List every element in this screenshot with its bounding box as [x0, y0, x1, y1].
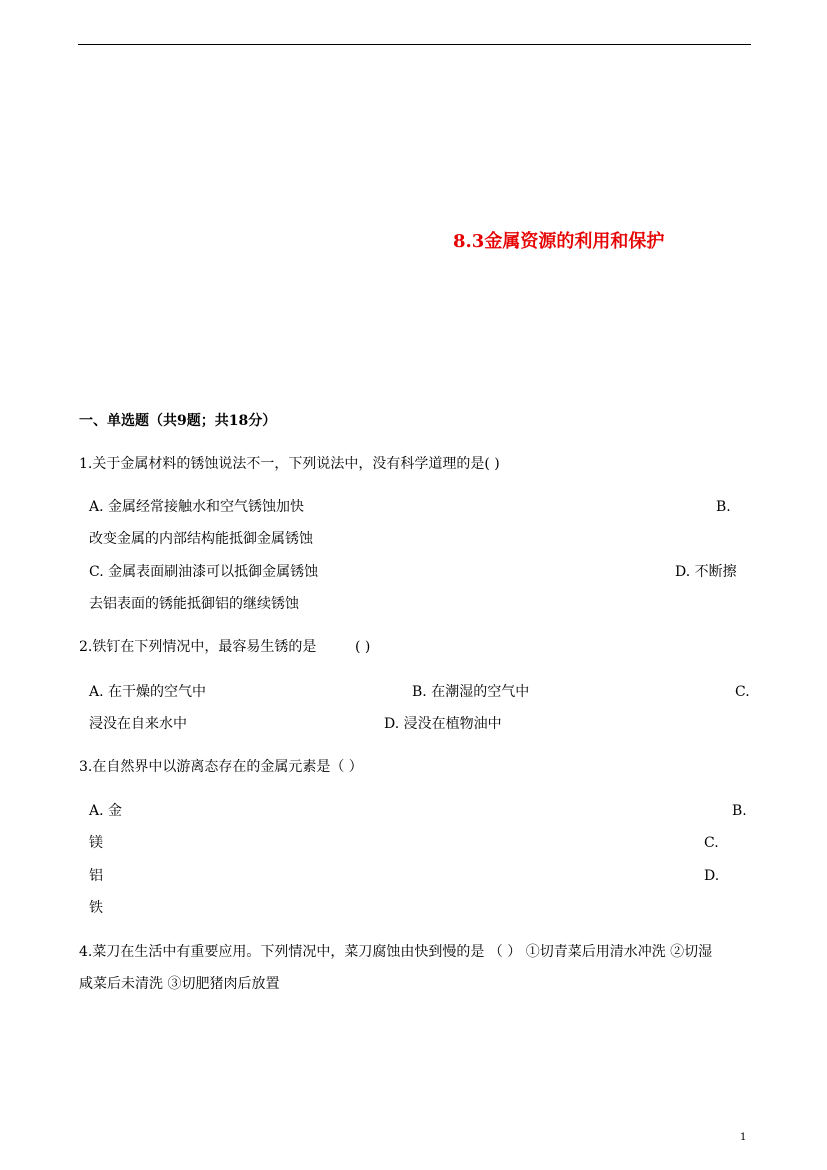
q1-option-d-head: D. 不断擦	[675, 564, 737, 580]
section-heading: 一、单选题（共9题；共18分）	[79, 413, 277, 429]
q4-stem-line1: 4.菜刀在生活中有重要应用。下列情况中，菜刀腐蚀由快到慢的是 （ ） ①切青菜后用清水冲洗 ②切湿	[79, 944, 713, 960]
q3-option-d-letter: D.	[704, 868, 720, 884]
q2-option-c-letter: C.	[735, 684, 750, 700]
q2-stem: 2.铁钉在下列情况中，最容易生锈的是	[79, 639, 317, 655]
q3-option-c-text: 铝	[89, 868, 103, 884]
header-rule	[78, 44, 751, 45]
q2-option-c-text: 浸没在自来水中	[89, 716, 187, 732]
q2-option-b: B. 在潮湿的空气中	[412, 684, 530, 700]
q3-option-b-letter: B.	[732, 803, 747, 819]
q4-stem-line2: 咸菜后未清洗 ③切肥猪肉后放置	[79, 976, 280, 992]
page-number: 1	[740, 1132, 747, 1143]
q1-stem: 1.关于金属材料的锈蚀说法不一，下列说法中，没有科学道理的是( )	[79, 456, 500, 472]
q3-option-b-text: 镁	[89, 835, 103, 851]
document-title: 8.3金属资源的利用和保护	[453, 231, 665, 252]
q1-option-b-text: 改变金属的内部结构能抵御金属锈蚀	[89, 531, 313, 547]
q2-option-d: D. 浸没在植物油中	[384, 716, 502, 732]
q2-answer-paren: ( )	[355, 639, 371, 655]
q3-option-c-letter: C.	[704, 835, 719, 851]
q3-option-a: A. 金	[89, 803, 123, 819]
q1-option-c: C. 金属表面刷油漆可以抵御金属锈蚀	[89, 564, 319, 580]
q3-option-d-text: 铁	[89, 900, 103, 916]
q3-stem: 3.在自然界中以游离态存在的金属元素是（ ）	[79, 759, 363, 775]
q1-option-b-letter: B.	[716, 499, 731, 515]
q2-option-a: A. 在干燥的空气中	[89, 684, 207, 700]
q1-option-d-tail: 去铝表面的锈能抵御铝的继续锈蚀	[89, 596, 299, 612]
q1-option-a: A. 金属经常接触水和空气锈蚀加快	[89, 499, 305, 515]
